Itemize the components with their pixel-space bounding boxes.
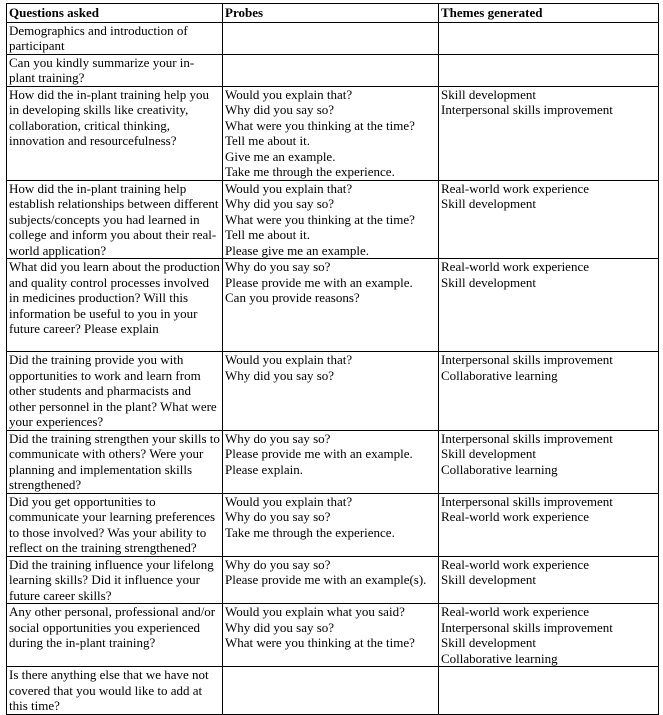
probe-item: Would you explain what you said? <box>225 604 405 619</box>
table-row <box>7 22 659 54</box>
themes-cell <box>439 180 659 259</box>
theme-item: Collaborative learning <box>441 461 558 477</box>
themes-cell <box>439 556 659 604</box>
probe-item: Please provide me with an example. <box>225 446 413 461</box>
themes-cell <box>439 352 659 431</box>
table-row <box>7 430 659 493</box>
theme-item: Interpersonal skills improvement <box>441 430 613 446</box>
theme-item: Interpersonal skills improvement <box>441 493 613 509</box>
probe-item: Why do you say so? <box>225 259 331 274</box>
probes-cell <box>223 22 439 54</box>
header-row <box>7 4 659 23</box>
probe-item: What were you thinking at the time? <box>225 211 415 227</box>
theme-item: Skill development <box>441 446 536 461</box>
table-row <box>7 180 659 259</box>
theme-item: Collaborative learning <box>441 650 558 666</box>
header-probes: Probes <box>223 4 439 23</box>
question-cell: Can you kindly summarize your in-plant training? <box>7 54 223 86</box>
question-cell: Did you get opportunities to communicate your learning preferences to those involved? Was your ability to reflect on the training strengthened? <box>7 493 223 556</box>
probe-item: Why did you say so? <box>225 196 335 211</box>
themes-cell <box>439 86 659 180</box>
themes-cell <box>439 604 659 667</box>
probe-item: Give me an example. <box>225 148 336 164</box>
themes-cell <box>439 259 659 352</box>
theme-item: Skill development <box>441 86 536 102</box>
theme-item: Interpersonal skills improvement <box>441 619 613 635</box>
themes-cell <box>439 22 659 54</box>
themes-cell <box>439 54 659 86</box>
probe-item: Tell me about it. <box>225 133 311 148</box>
probes-cell <box>223 430 439 493</box>
question-cell: Did the training provide you with opportunities to work and learn from other students and pharmacists and other personnel in the plant? What were your experiences? <box>7 352 223 431</box>
theme-item: Skill development <box>441 274 536 290</box>
table-row <box>7 493 659 556</box>
question-cell: How did the in-plant training help you in developing skills like creativity, collaboration, critical thinking, innovation and resourcefulness? <box>7 86 223 180</box>
probe-item: Please provide me with an example(s). <box>225 572 427 587</box>
question-cell: Any other personal, professional and/or social opportunities you experienced during the in-plant training? <box>7 604 223 667</box>
probe-item: Why do you say so? <box>225 509 331 524</box>
table-row <box>7 604 659 667</box>
probe-item: Why did you say so? <box>225 367 335 383</box>
interview-guide-table <box>6 3 659 715</box>
probes-cell <box>223 493 439 556</box>
probes-cell <box>223 352 439 431</box>
header-themes-generated: Themes generated <box>439 4 659 23</box>
question-cell: What did you learn about the production and quality control processes involved in medicines production? Will this information be useful to you in your future career? Please explain <box>7 259 223 352</box>
theme-item: Collaborative learning <box>441 367 558 383</box>
probes-cell <box>223 86 439 180</box>
probes-cell <box>223 259 439 352</box>
probe-item: Take me through the experience. <box>225 164 395 179</box>
question-cell: Demographics and introduction of participant <box>7 22 223 54</box>
theme-item: Interpersonal skills improvement <box>441 352 613 367</box>
table-row <box>7 667 659 715</box>
question-cell: How did the in-plant training help establish relationships between different subjects/concepts you had learned in college and inform you about their real-world application? <box>7 180 223 259</box>
themes-cell <box>439 667 659 715</box>
probe-item: Why do you say so? <box>225 556 331 572</box>
theme-item: Interpersonal skills improvement <box>441 102 613 117</box>
probe-item: Can you provide reasons? <box>225 290 360 305</box>
probe-item: Please provide me with an example. <box>225 274 413 290</box>
probe-item: Why did you say so? <box>225 102 335 117</box>
probes-cell <box>223 54 439 86</box>
probe-item: What were you thinking at the time? <box>225 117 415 133</box>
theme-item: Skill development <box>441 635 536 650</box>
table-row <box>7 54 659 86</box>
theme-item: Real-world work experience <box>441 259 589 274</box>
probes-cell <box>223 180 439 259</box>
probe-item: Would you explain that? <box>225 352 353 367</box>
question-cell: Is there anything else that we have not covered that you would like to add at this time? <box>7 667 223 715</box>
theme-item: Real-world work experience <box>441 556 589 572</box>
probes-cell <box>223 667 439 715</box>
probe-item: Please explain. <box>225 461 303 477</box>
table-row <box>7 352 659 431</box>
table-row <box>7 86 659 180</box>
header-questions-asked: Questions asked <box>7 4 223 23</box>
probe-item: Would you explain that? <box>225 493 353 509</box>
question-cell: Did the training influence your lifelong learning skills? Did it influence your future career skills? <box>7 556 223 604</box>
probe-item: Please give me an example. <box>225 242 370 258</box>
probe-item: What were you thinking at the time? <box>225 635 415 650</box>
table-row <box>7 259 659 352</box>
table-body <box>7 22 659 714</box>
theme-item: Real-world work experience <box>441 604 589 619</box>
table-row <box>7 556 659 604</box>
probe-item: Would you explain that? <box>225 180 353 196</box>
theme-item: Skill development <box>441 196 536 211</box>
probe-item: Would you explain that? <box>225 86 353 102</box>
probe-item: Tell me about it. <box>225 227 311 242</box>
probes-cell <box>223 556 439 604</box>
probe-item: Why do you say so? <box>225 430 331 446</box>
theme-item: Real-world work experience <box>441 509 589 524</box>
probe-item: Take me through the experience. <box>225 524 395 540</box>
themes-cell <box>439 493 659 556</box>
probe-item: Why did you say so? <box>225 619 335 635</box>
question-cell: Did the training strengthen your skills to communicate with others? Were your planning and implementation skills strengthened? <box>7 430 223 493</box>
theme-item: Skill development <box>441 572 536 587</box>
theme-item: Real-world work experience <box>441 180 589 196</box>
probes-cell <box>223 604 439 667</box>
themes-cell <box>439 430 659 493</box>
